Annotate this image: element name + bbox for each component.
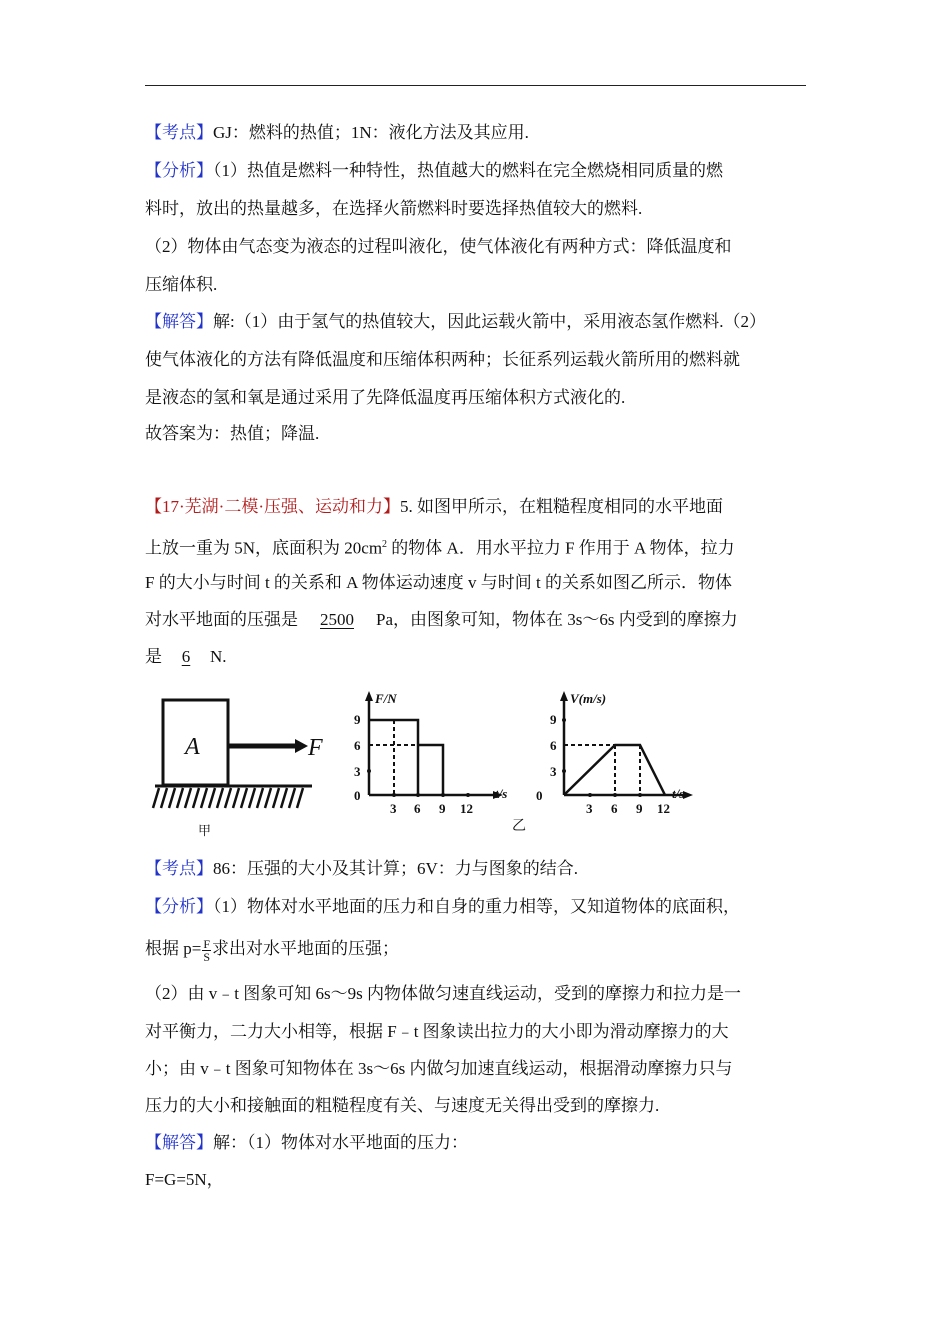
svg-text:V(m/s): V(m/s) [570, 691, 607, 706]
fenxi2-line-1 [145, 897, 810, 917]
jieda2-line-1 [145, 1133, 810, 1153]
svg-text:t/s: t/s [495, 786, 508, 801]
svg-text:t/s: t/s [672, 786, 685, 801]
question-line-5 [145, 647, 810, 667]
fenxi-text: （1）热值是燃料一种特性，热值越大的燃料在完全燃烧相同质量的燃 [213, 161, 723, 180]
fraction-denominator: S [203, 949, 211, 964]
figure-yi-caption: 乙 [512, 818, 526, 834]
jieda-label: 【解答】 [145, 1133, 213, 1152]
svg-text:F/N: F/N [375, 691, 397, 706]
jieda-text: 解:（1）由于氢气的热值较大，因此运载火箭中，采用液态氢作燃料.（2） [213, 312, 766, 331]
fenxi-text: 根据 p= [145, 939, 202, 958]
svg-text:9: 9 [636, 801, 643, 816]
fenxi-line-3: （2）物体由气态变为液态的过程叫液化，使气体液化有两种方式：降低温度和 [145, 237, 732, 256]
svg-text:3: 3 [390, 801, 397, 816]
answer-line: 故答案为：热值；降温. [145, 424, 320, 443]
svg-text:12: 12 [460, 801, 473, 816]
superscript: 2 [382, 539, 388, 550]
fenxi2-line-2 [145, 934, 810, 964]
question-text: 是 [145, 647, 162, 666]
fenxi2-line-5: 小；由 v﹣t 图象可知物体在 3s～6s 内做匀加速直线运动，根据滑动摩擦力只与 [145, 1059, 733, 1078]
svg-text:6: 6 [611, 801, 618, 816]
kaodian-text: GJ：燃料的热值；1N：液化方法及其应用. [213, 123, 529, 142]
svg-text:12: 12 [657, 801, 670, 816]
fraction-numerator: F [203, 936, 211, 951]
svg-text:9: 9 [354, 712, 361, 727]
svg-text:6: 6 [414, 801, 421, 816]
fenxi-label: 【分析】 [145, 161, 213, 180]
question-line-2 [145, 535, 810, 559]
question-line-4 [145, 610, 810, 630]
question-text: N. [210, 647, 227, 666]
kaodian-line-1 [145, 123, 810, 143]
jieda-line-3: 是液态的氢和氧是通过采用了先降低温度再压缩体积方式液化的. [145, 388, 626, 407]
fenxi-text: （1）物体对水平地面的压力和自身的重力相等，又知道物体的底面积， [213, 897, 740, 916]
question-line-3: F 的大小与时间 t 的关系和 A 物体运动速度 v 与时间 t 的关系如图乙所示．物体 [145, 573, 732, 592]
force-label: F [308, 735, 323, 761]
figure-jia-caption: 甲 [198, 823, 212, 838]
kaodian-label: 【考点】 [145, 123, 213, 142]
fenxi-label: 【分析】 [145, 897, 213, 916]
question-text: 如图甲所示，在粗糙程度相同的水平地面 [416, 497, 723, 516]
answer-blank-2: 6 [181, 647, 191, 666]
svg-text:3: 3 [586, 801, 593, 816]
jieda-label: 【解答】 [145, 312, 213, 331]
block-label: A [185, 734, 200, 760]
svg-text:0: 0 [536, 788, 543, 803]
kaodian-label: 【考点】 [145, 859, 213, 878]
chart-v-t [520, 685, 700, 825]
jieda-text: 解：（1）物体对水平地面的压力： [213, 1133, 468, 1152]
question-text: 的物体 A．用水平拉力 F 作用于 A 物体，拉力 [387, 538, 735, 558]
fenxi-line-4: 压缩体积. [145, 275, 218, 294]
jieda2-line-2: F=G=5N， [145, 1170, 224, 1189]
svg-text:6: 6 [354, 738, 361, 753]
svg-text:9: 9 [439, 801, 446, 816]
svg-text:9: 9 [550, 712, 557, 727]
question-text: 上放一重为 5N，底面积为 20cm [145, 538, 383, 558]
header-rule [145, 85, 806, 86]
fenxi-line-1 [145, 161, 810, 181]
svg-text:6: 6 [550, 738, 557, 753]
svg-text:0: 0 [354, 788, 361, 803]
v-t-graph [520, 685, 700, 825]
question-line-1 [145, 497, 810, 517]
fenxi2-line-3: （2）由 v﹣t 图象可知 6s～9s 内物体做匀速直线运动，受到的摩擦力和拉力是一 [145, 984, 741, 1003]
question-number: 5. [399, 497, 413, 516]
jieda-line-1 [145, 312, 810, 332]
source-tag: 【17·芜湖·二模·压强、运动和力】 [145, 497, 400, 516]
question-text: Pa，由图象可知，物体在 3s～6s 内受到的摩擦力 [376, 610, 738, 629]
fraction-f-over-s [202, 938, 211, 963]
f-t-graph [345, 685, 520, 825]
chart-f-t [345, 685, 520, 825]
figure-jia [145, 690, 335, 840]
fenxi2-line-4: 对平衡力，二力大小相等，根据 F﹣t 图象读出拉力的大小即为滑动摩擦力的大 [145, 1022, 729, 1041]
kaodian-line-2 [145, 859, 810, 879]
answer-blank-1: 2500 [320, 610, 354, 629]
kaodian-text: 86：压强的大小及其计算；6V：力与图象的结合. [213, 859, 579, 878]
fenxi-text: 求出对水平地面的压强； [212, 939, 400, 958]
svg-text:3: 3 [354, 764, 361, 779]
jieda-line-2: 使气体液化的方法有降低温度和压缩体积两种；长征系列运载火箭所用的燃料就 [145, 350, 740, 369]
fenxi-line-2: 料时，放出的热量越多，在选择火箭燃料时要选择热值较大的燃料. [145, 199, 643, 218]
question-text: 对水平地面的压强是 [145, 610, 298, 629]
block-force-diagram [145, 690, 335, 840]
svg-text:3: 3 [550, 764, 557, 779]
fenxi2-line-6: 压力的大小和接触面的粗糙程度有关、与速度无关得出受到的摩擦力. [145, 1096, 660, 1115]
